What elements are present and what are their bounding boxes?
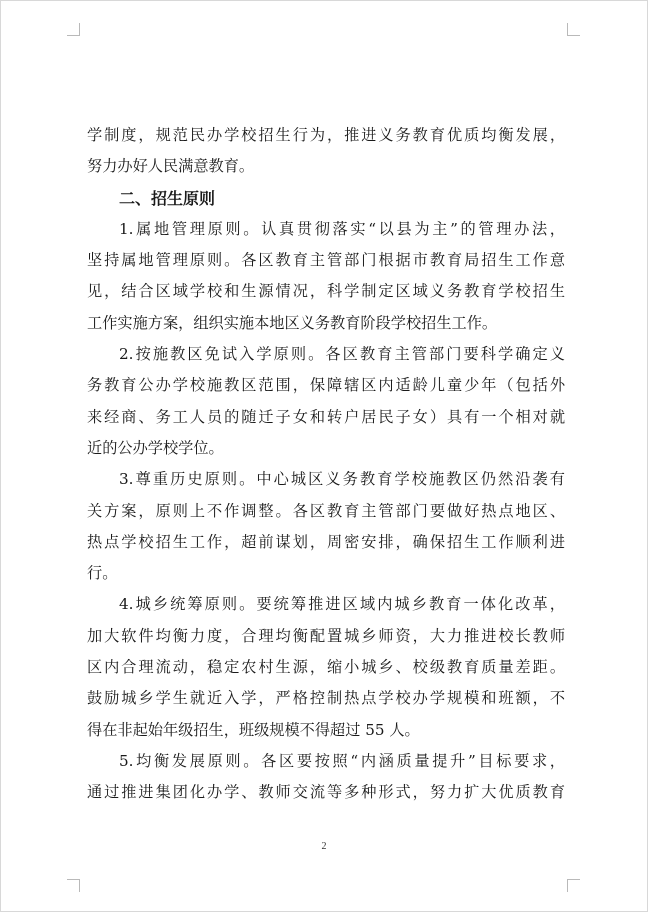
body-line: 通过推进集团化办学、教师交流等多种形式，努力扩大优质教育	[87, 783, 565, 802]
body-line: 务教育公办学校施教区范围，保障辖区内适龄儿童少年（包括外	[87, 376, 565, 395]
body-line: 关方案，原则上不作调整。各区教育主管部门要做好热点地区、	[87, 501, 565, 520]
body-line: 加大软件均衡力度，合理均衡配置城乡师资，大力推进校长教师	[87, 626, 565, 645]
body-line: 努力办好人民满意教育。	[87, 157, 255, 176]
body-line: 坚持属地管理原则。各区教育主管部门根据市教育局招生工作意	[87, 251, 565, 270]
document-body	[87, 120, 565, 809]
body-line: 得在非起始年级招生，班级规模不得超过 55 人。	[87, 720, 420, 739]
paragraph-first-line: 4.城乡统筹原则。要统筹推进区域内城乡教育一体化改革，	[119, 595, 565, 614]
body-line: 近的公办学校学位。	[87, 438, 224, 457]
section-heading: 二、招生原则	[119, 188, 216, 208]
paragraph-first-line: 2.按施教区免试入学原则。各区教育主管部门要科学确定义	[119, 345, 565, 364]
paragraph-first-line: 3.尊重历史原则。中心城区义务教育学校施教区仍然沿袭有	[119, 470, 565, 489]
page-number: 2	[321, 841, 327, 852]
paragraph-first-line: 5.均衡发展原则。各区要按照“内涵质量提升”目标要求，	[119, 751, 565, 770]
body-line: 行。	[87, 564, 118, 583]
body-line: 区内合理流动，稳定农村生源，缩小城乡、校级教育质量差距。	[87, 658, 565, 677]
body-line: 学制度，规范民办学校招生行为，推进义务教育优质均衡发展，	[87, 126, 565, 144]
crop-mark-bottom-left	[67, 879, 80, 892]
paragraph-first-line: 1.属地管理原则。认真贯彻落实“以县为主”的管理办法，	[119, 219, 565, 238]
crop-mark-top-right	[567, 23, 580, 36]
body-line: 见，结合区域学校和生源情况，科学制定区域义务教育学校招生	[87, 282, 565, 301]
crop-mark-bottom-right	[567, 879, 580, 892]
body-line: 鼓励城乡学生就近入学，严格控制热点学校办学规模和班额，不	[87, 689, 565, 708]
body-line: 热点学校招生工作，超前谋划，周密安排，确保招生工作顺利进	[87, 532, 565, 551]
body-line: 来经商、务工人员的随迁子女和转户居民子女）具有一个相对就	[87, 407, 565, 426]
crop-mark-top-left	[67, 23, 80, 36]
body-line: 工作实施方案，组织实施本地区义务教育阶段学校招生工作。	[87, 313, 498, 332]
